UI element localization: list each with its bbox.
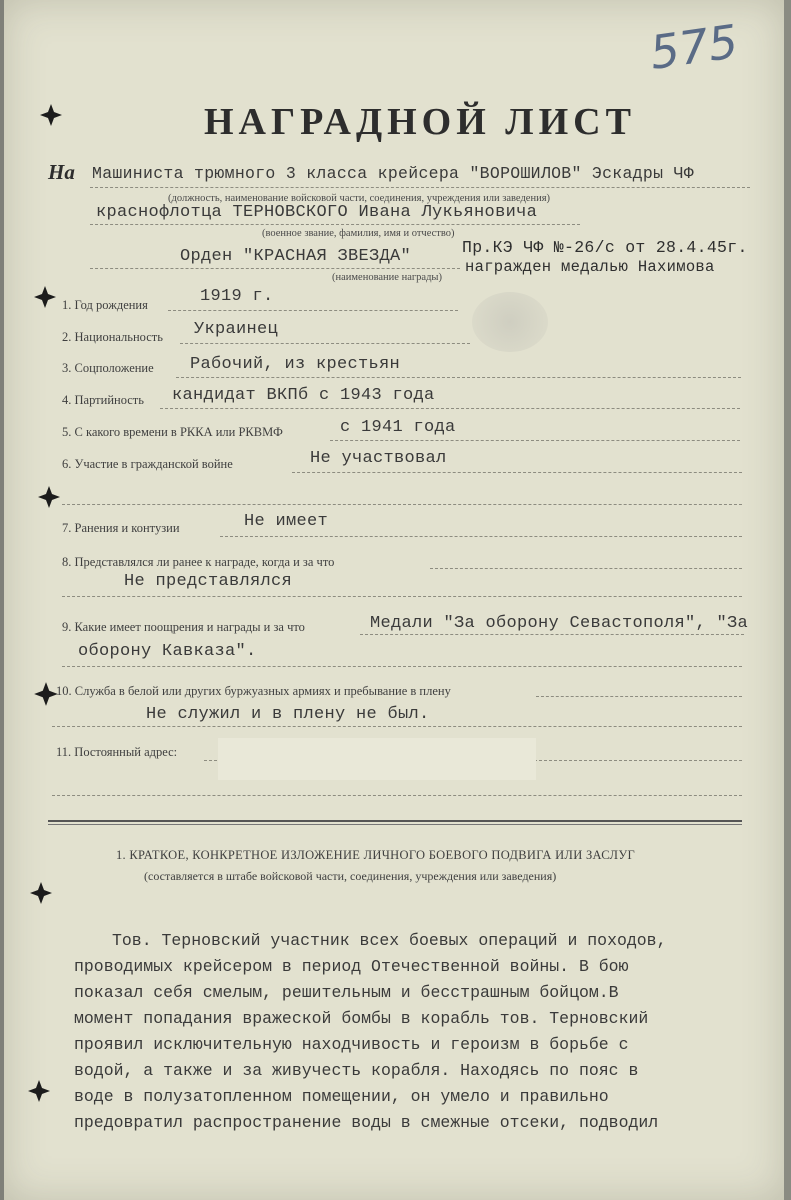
narrative-text: [74, 928, 734, 1136]
narrative-line: предовратил распространение воды в смежные отсеки, подводил: [74, 1113, 659, 1132]
field-label: Национальность: [74, 330, 163, 344]
field-value-1: 1919 г.: [200, 287, 274, 306]
field-line-6a: [292, 472, 742, 473]
award-value: Орден "КРАСНАЯ ЗВЕЗДА": [180, 247, 412, 266]
field-label: Постоянный адрес:: [74, 745, 178, 759]
field-line-5: [330, 440, 740, 441]
punch-hole-icon: [32, 284, 58, 310]
field-num: 2.: [62, 330, 72, 344]
field-value-9b: оборону Кавказа".: [78, 642, 257, 661]
field-label: Какие имеет поощрения и награды и за что: [74, 620, 305, 634]
field-line-6b: [62, 504, 742, 505]
field-label: Ранения и контузии: [74, 521, 180, 535]
field-label: Участие в гражданской войне: [74, 457, 233, 471]
order-note: Пр.КЭ ЧФ №-26/с от 28.4.45г.: [462, 238, 748, 257]
field-line-7: [220, 536, 742, 537]
position-line: [90, 187, 750, 188]
field-num: 5.: [62, 425, 72, 439]
scan-edge: [784, 0, 791, 1200]
field-value-8: Не представлялся: [124, 572, 293, 591]
field-line-9b: [62, 666, 742, 667]
field-line-1: [168, 310, 458, 311]
punch-hole-icon: [26, 1078, 52, 1104]
field-num: 6.: [62, 457, 72, 471]
field-num: 4.: [62, 393, 72, 407]
field-label-9: [62, 620, 305, 635]
field-label-6: [62, 457, 233, 472]
field-label: С какого времени в РККА или РКВМФ: [74, 425, 283, 439]
narrative-line: Тов. Терновский участник всех боевых операций и походов,: [112, 931, 667, 950]
award-line: [90, 268, 460, 269]
award-hint: (наименование награды): [332, 272, 442, 283]
field-line-8b: [62, 596, 742, 597]
field-label-3: [62, 361, 154, 376]
field-line-3: [176, 377, 741, 378]
field-num: 9.: [62, 620, 72, 634]
redacted-address: [218, 738, 536, 780]
section-subheading: (составляется в штабе войсковой части, соединения, учреждения или заведения): [144, 869, 557, 883]
section-heading: 1. КРАТКОЕ, КОНКРЕТНОЕ ИЗЛОЖЕНИЕ ЛИЧНОГО БОЕВОГО ПОДВИГА ИЛИ ЗАСЛУГ: [116, 848, 636, 862]
field-line-8a: [430, 568, 742, 569]
name-line: [90, 224, 580, 225]
field-line-9a: [360, 634, 744, 635]
position-value: Машиниста трюмного 3 класса крейсера "ВОРОШИЛОВ" Эскадры ЧФ: [92, 164, 694, 183]
field-num: 1.: [62, 298, 72, 312]
field-value-9a: Медали "За оборону Севастополя", "За: [370, 614, 749, 633]
field-value-5: с 1941 года: [340, 418, 456, 437]
punch-hole-icon: [38, 102, 64, 128]
field-label-5: [62, 425, 283, 440]
field-line-11b: [52, 795, 742, 796]
field-num: 8.: [62, 555, 72, 569]
field-label-1: [62, 298, 148, 313]
field-label-8: [62, 555, 334, 570]
field-line-10b: [52, 726, 742, 727]
field-line-4: [160, 408, 740, 409]
narrative-line: воде в полузатопленном помещении, он умело и правильно: [74, 1087, 609, 1106]
field-label: Служба в белой или других буржуазных армиях и пребывание в плену: [74, 684, 451, 698]
field-num: 3.: [62, 361, 72, 375]
field-label-11: [56, 745, 177, 760]
field-value-10: Не служил и в плену не был.: [146, 705, 430, 724]
field-num: 10.: [56, 684, 72, 698]
field-num: 7.: [62, 521, 72, 535]
field-line-2: [180, 343, 470, 344]
narrative-line: проводимых крейсером в период Отечественной войны. В бою: [74, 957, 629, 976]
field-value-2: Украинец: [194, 320, 279, 339]
stamp-imprint: [472, 292, 548, 352]
field-label-7: [62, 521, 180, 536]
na-label: На: [48, 160, 75, 184]
field-line-10a: [536, 696, 742, 697]
field-value-6: Не участвовал: [310, 449, 447, 468]
field-num: 11.: [56, 745, 72, 759]
narrative-line: водой, а также и за живучесть корабля. Находясь по пояс в: [74, 1061, 639, 1080]
punch-hole-icon: [28, 880, 54, 906]
field-value-3: Рабочий, из крестьян: [190, 355, 401, 374]
field-label-2: [62, 330, 163, 345]
field-label-4: [62, 393, 144, 408]
punch-hole-icon: [36, 484, 62, 510]
document-title: НАГРАДНОЙ ЛИСТ: [204, 101, 636, 143]
field-label: Представлялся ли ранее к награде, когда и за что: [74, 555, 335, 569]
field-label: Соцположение: [74, 361, 154, 375]
field-label: Год рождения: [74, 298, 148, 312]
position-hint: (должность, наименование войсковой части, соединения, учреждения или заведения): [168, 193, 551, 204]
narrative-line: момент попадания вражеской бомбы в корабль тов. Терновский: [74, 1009, 649, 1028]
handwritten-page-number: 575: [646, 14, 742, 80]
field-label: Партийность: [74, 393, 144, 407]
name-value: краснофлотца ТЕРНОВСКОГО Ивана Лукьяновича: [96, 203, 538, 222]
awarded-note: награжден медалью Нахимова: [465, 258, 715, 276]
name-hint: (военное звание, фамилия, имя и отчество): [262, 228, 455, 239]
section-divider: [48, 820, 742, 825]
narrative-line: показал себя смелым, решительным и бесстрашным бойцом.В: [74, 983, 619, 1002]
field-label-10: [56, 684, 451, 699]
narrative-line: проявил исключительную находчивость и героизм в борьбе с: [74, 1035, 629, 1054]
field-value-7: Не имеет: [244, 512, 329, 531]
field-value-4: кандидат ВКПб с 1943 года: [172, 386, 435, 405]
